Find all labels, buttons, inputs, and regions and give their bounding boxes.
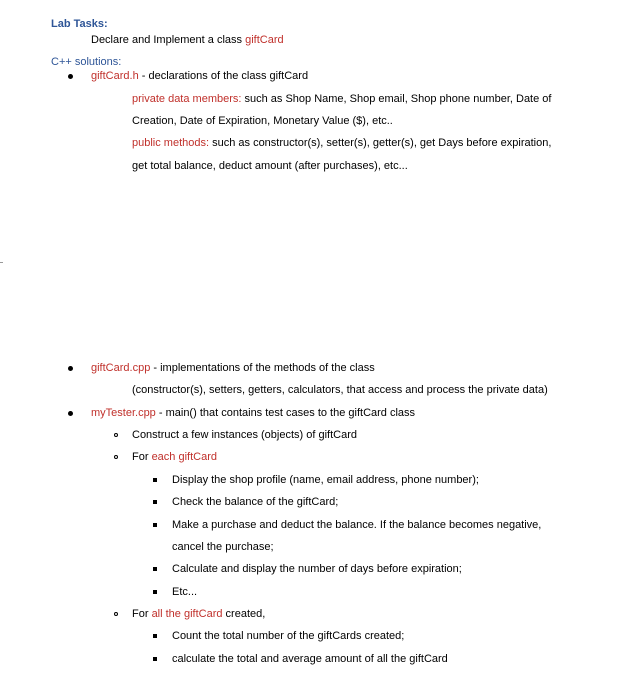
giftcard-h-desc: - declarations of the class giftCard (138, 70, 309, 82)
each-item-display-profile: Display the shop profile (name, email address, phone number); (172, 474, 479, 486)
for-each-target: each giftCard (151, 451, 217, 463)
giftcard-h-filename: giftCard.h (91, 70, 139, 82)
all-item-count-total: Count the total number of the giftCards created; (172, 630, 405, 642)
mytester-filename: myTester.cpp (91, 407, 156, 419)
for-all-suffix: created, (222, 608, 266, 620)
public-methods-label: public methods: (132, 137, 210, 149)
bullet-square-icon (153, 523, 157, 527)
bullet-circle-icon (114, 433, 118, 437)
public-methods-text-1: such as constructor(s), setter(s), getter(s), get Days before expiration, (209, 137, 552, 149)
private-members-line (132, 92, 551, 106)
for-all-line (132, 607, 265, 621)
bullet-square-icon (153, 657, 157, 661)
each-item-days-before-expiration: Calculate and display the number of days before expiration; (172, 563, 462, 575)
bullet-disc-icon (68, 366, 73, 371)
public-methods-text-2: get total balance, deduct amount (after purchases), etc... (132, 160, 408, 172)
each-item-etc: Etc... (172, 586, 198, 598)
bullet-disc-icon (68, 74, 73, 79)
construct-instances: Construct a few instances (objects) of giftCard (132, 429, 357, 441)
giftcard-cpp-filename: giftCard.cpp (91, 362, 151, 374)
private-members-label: private data members: (132, 93, 242, 105)
bullet-circle-icon (114, 612, 118, 616)
lab-tasks-heading: Lab Tasks: (51, 18, 108, 30)
for-all-target: all the giftCard (151, 608, 223, 620)
giftcard-cpp-item (91, 361, 375, 375)
page-edge-mark (0, 262, 3, 263)
public-methods-line (132, 136, 551, 150)
for-each-line (132, 450, 217, 464)
bullet-circle-icon (114, 455, 118, 459)
private-members-text-1: such as Shop Name, Shop email, Shop phone number, Date of (241, 93, 552, 105)
all-item-total-average: calculate the total and average amount of all the giftCard (172, 653, 448, 665)
bullet-square-icon (153, 634, 157, 638)
for-all-prefix: For (132, 608, 152, 620)
task-class-name: giftCard (245, 34, 284, 46)
each-item-cancel-purchase: cancel the purchase; (172, 541, 274, 553)
mytester-item (91, 406, 415, 420)
giftcard-cpp-detail: (constructor(s), setters, getters, calculators, that access and process the private data) (132, 384, 548, 396)
mytester-desc: - main() that contains test cases to the giftCard class (155, 407, 416, 419)
bullet-square-icon (153, 478, 157, 482)
for-each-prefix: For (132, 451, 152, 463)
giftcard-cpp-desc: - implementations of the methods of the class (150, 362, 375, 374)
bullet-square-icon (153, 590, 157, 594)
private-members-text-2: Creation, Date of Expiration, Monetary Value ($), etc.. (132, 115, 393, 127)
bullet-square-icon (153, 567, 157, 571)
bullet-disc-icon (68, 411, 73, 416)
bullet-square-icon (153, 500, 157, 504)
each-item-make-purchase: Make a purchase and deduct the balance. If the balance becomes negative, (172, 519, 542, 531)
task-text: Declare and Implement a class (91, 34, 246, 46)
solutions-heading: C++ solutions: (51, 56, 122, 68)
task-statement (91, 33, 284, 47)
giftcard-h-item (91, 69, 308, 83)
each-item-check-balance: Check the balance of the giftCard; (172, 496, 339, 508)
